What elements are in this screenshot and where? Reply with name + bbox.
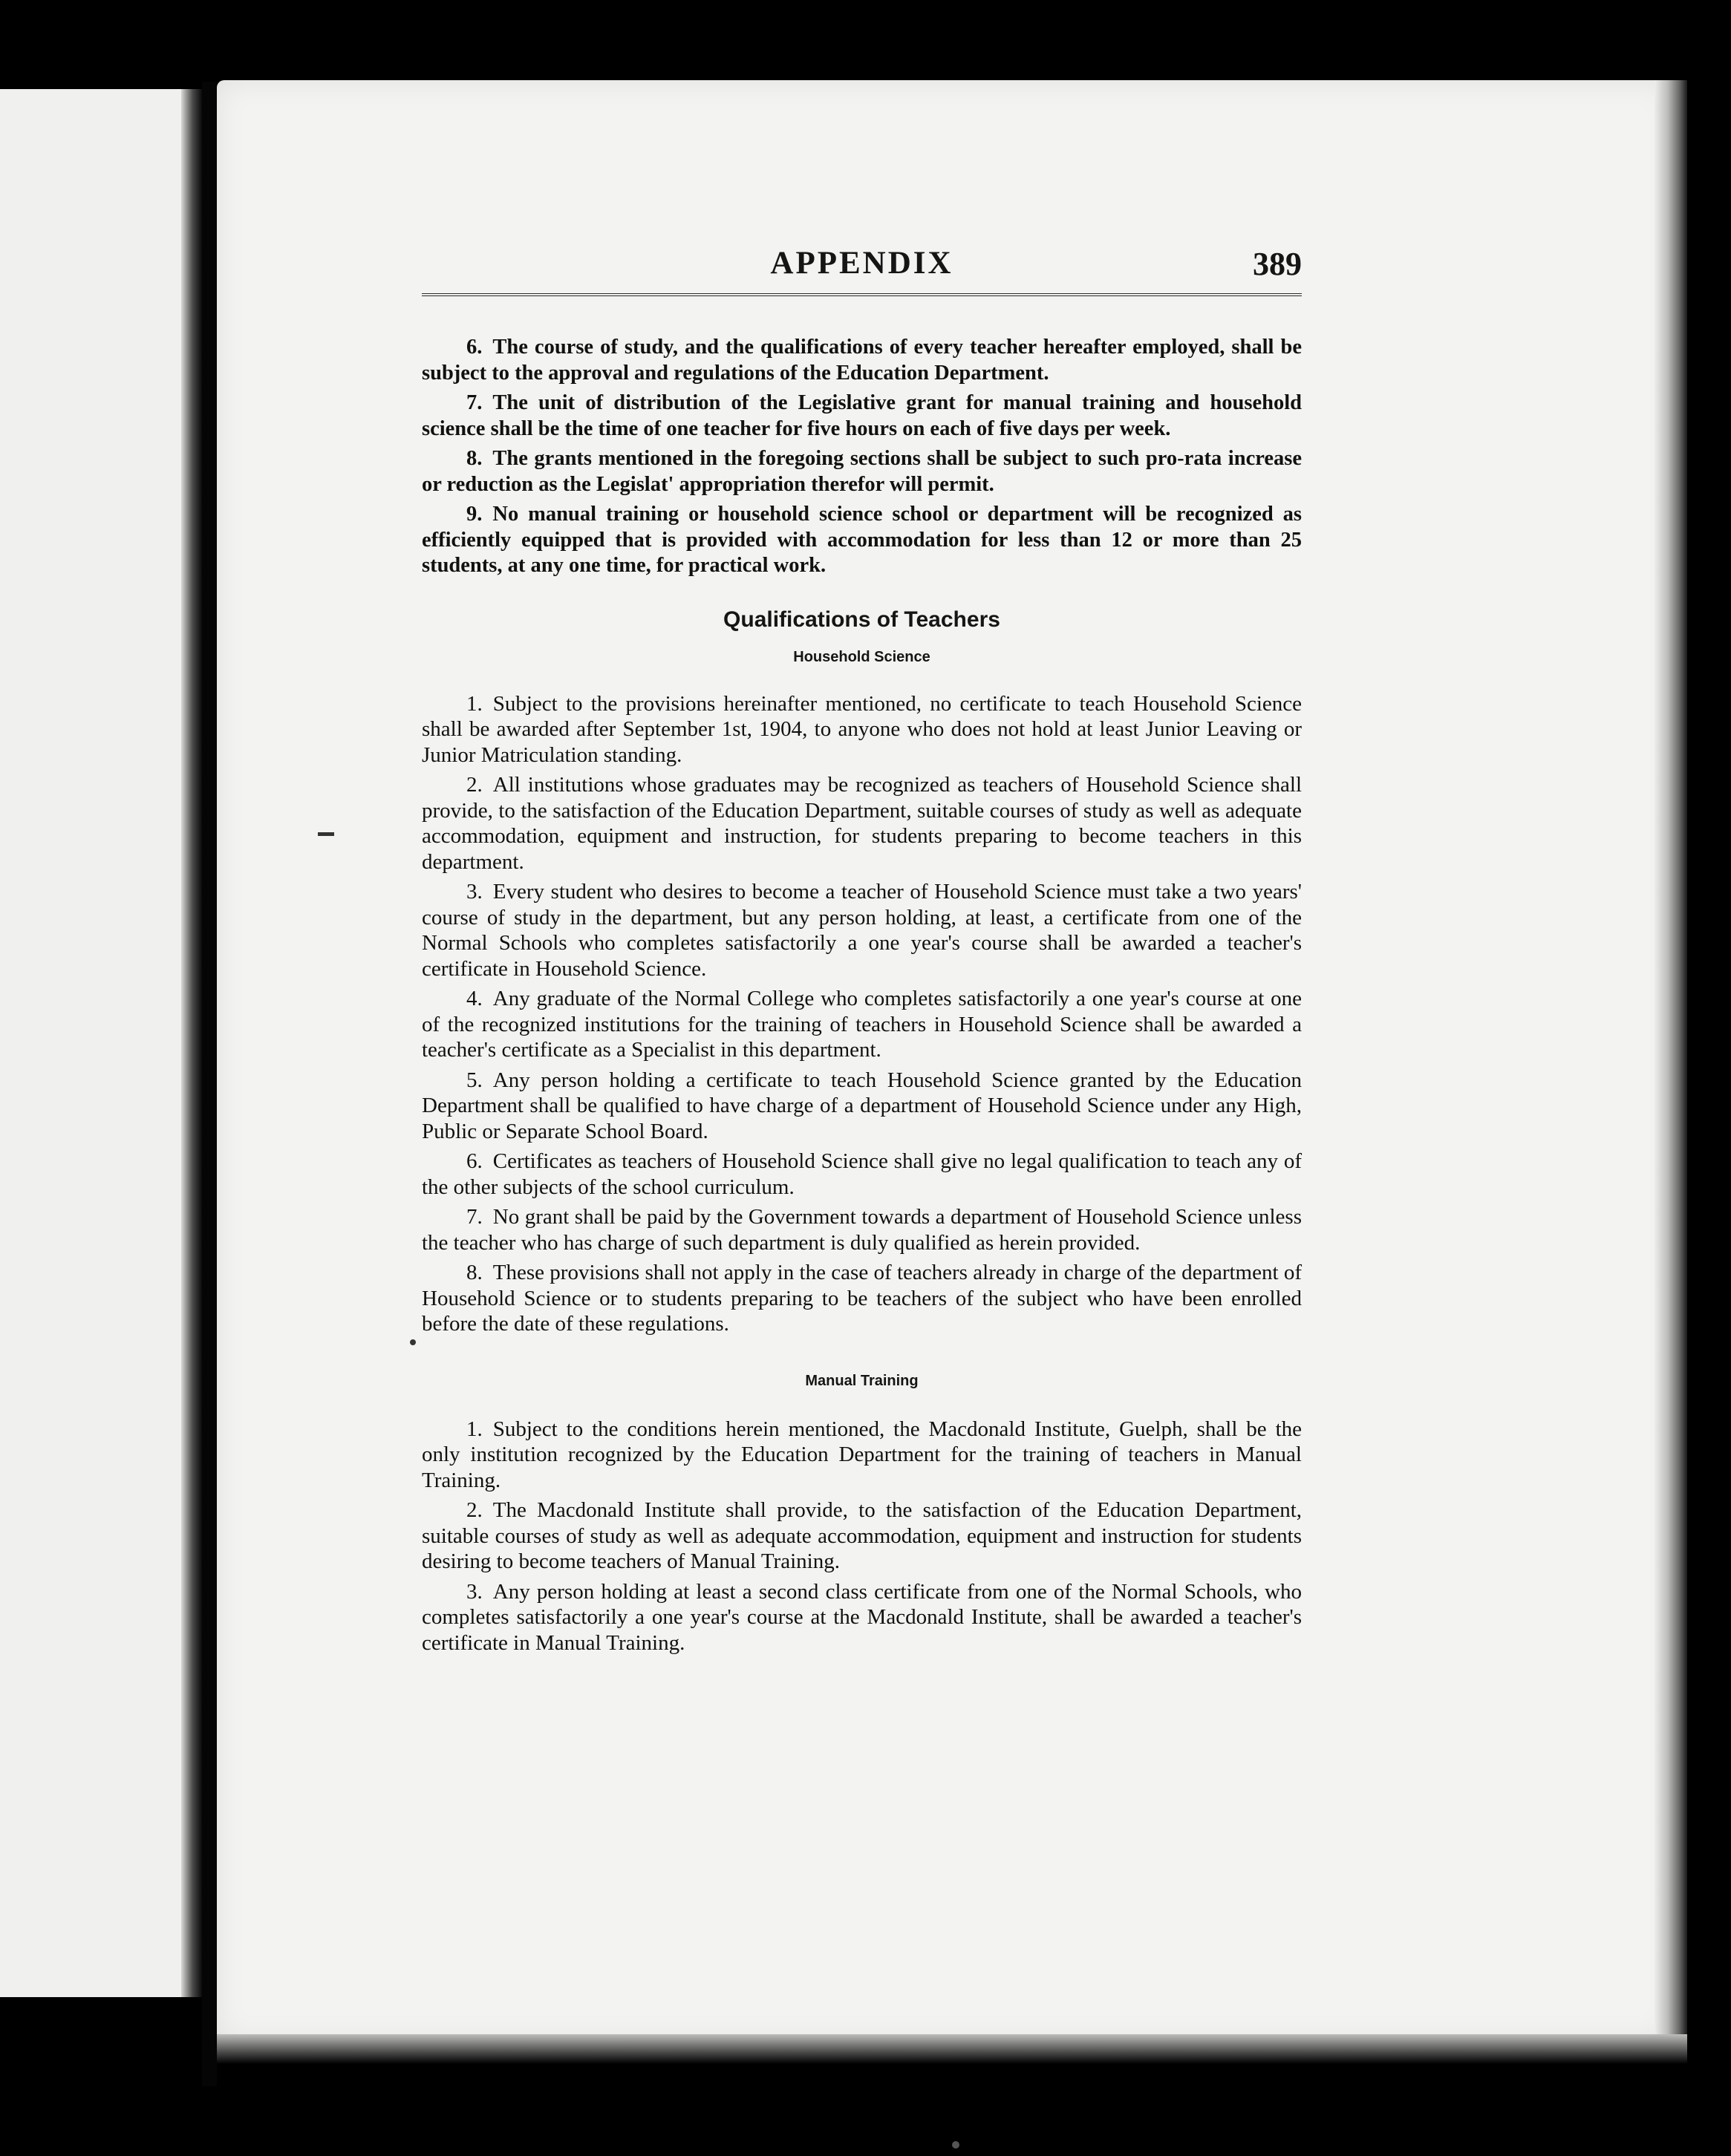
margin-dash-mark [318,832,334,836]
item-text: Subject to the conditions herein mentioned, the Macdonald Institute, Guelph, shall be the only institution recognized by the Education Department for the training of teachers in Manual Training. [422,1417,1302,1492]
list-item [422,772,1302,875]
running-header [422,241,1302,296]
rule-item [422,502,1302,579]
item-number: 2. [466,1498,483,1522]
rule-number: 6. [466,336,483,359]
item-number: 2. [466,773,483,797]
list-item [422,1579,1302,1656]
item-text: The Macdonald Institute shall provide, to the satisfaction of the Education Department, suitable courses of study as well as adequate accommodation, equipment and instruction for students desiring to become teachers of Manual Training. [422,1498,1302,1573]
book-spine [202,82,217,2086]
subsection-heading-household: Household Science [793,648,930,665]
item-text: Every student who desires to become a teacher of Household Science must take a two years' course of study in the department, but any person holding, at least, a certificate from one of the Normal Schools who completes satisfactorily a one year's course shall be awarded a teacher's certificate in Household Science. [422,880,1302,981]
item-number: 7. [466,1205,483,1229]
rule-text: The grants mentioned in the foregoing sections shall be subject to such pro-rata increase or reduction as the Legislat' appropriation therefor will permit. [422,447,1302,496]
rule-text: The course of study, and the qualifications of every teacher hereafter employed, shall be subject to the approval and regulations of the Education Department. [422,336,1302,385]
rule-item [422,391,1302,442]
item-number: 5. [466,1068,483,1092]
section-heading: Qualifications of Teachers [723,607,1000,632]
manual-training-list [422,1417,1302,1656]
item-number: 8. [466,1261,483,1284]
margin-dot-mark [410,1339,416,1345]
page-bottom-shadow [217,2034,1687,2064]
rule-number: 9. [466,503,483,526]
item-text: These provisions shall not apply in the case of teachers already in charge of the department of Household Science or to students preparing to be teachers of the subject who have been enrolled before the date of these regulations. [422,1261,1302,1336]
left-page-edge [181,89,202,1997]
item-number: 4. [466,987,483,1010]
item-number: 6. [466,1149,483,1173]
item-text: Certificates as teachers of Household Science shall give no legal qualification to teach any of the other subjects of the school curriculum. [422,1149,1302,1199]
list-item [422,691,1302,768]
rule-number: 7. [466,391,483,414]
list-item [422,1149,1302,1200]
left-page [0,89,189,1997]
rule-text: The unit of distribution of the Legislative grant for manual training and household science shall be the time of one teacher for five hours on each of five days per week. [422,391,1302,440]
item-text: Any person holding a certificate to teach Household Science granted by the Education Department shall be qualified to have charge of a department of Household Science under any High, Public or Separate School Board. [422,1068,1302,1143]
item-text: No grant shall be paid by the Government towards a department of Household Science unless the teacher who has charge of such department is duly qualified as herein provided. [422,1205,1302,1255]
rule-item [422,446,1302,497]
page-content [422,241,1302,1660]
list-item [422,1204,1302,1255]
list-item [422,1260,1302,1337]
rules-list [422,335,1302,579]
household-science-list [422,691,1302,1337]
list-item [422,1417,1302,1494]
item-text: Subject to the provisions hereinafter mentioned, no certificate to teach Household Science shall be awarded after September 1st, 1904, to anyone who does not hold at least Junior Leaving or Junior Matriculation standing. [422,691,1302,767]
rule-text: No manual training or household science school or department will be recognized as efficiently equipped that is provided with accommodation for less than 12 or more than 25 students, at any one time, for practical work. [422,503,1302,577]
item-text: Any person holding at least a second class certificate from one of the Normal Schools, who completes satisfactorily a one year's course at the Macdonald Institute, shall be awarded a teacher's certificate in Manual Training. [422,1579,1302,1655]
list-item [422,986,1302,1063]
item-number: 3. [466,1579,483,1604]
list-item [422,1497,1302,1575]
page-right-edge [1655,80,1687,2040]
item-text: Any graduate of the Normal College who completes satisfactorily a one year's course at one of the recognized institutions for the training of teachers in Household Science shall be awarded a teacher's certificate as a Specialist in this department. [422,987,1302,1062]
item-number: 1. [466,691,483,716]
list-item [422,879,1302,981]
item-number: 1. [466,1417,483,1441]
page-title: APPENDIX [770,246,953,281]
list-item [422,1068,1302,1145]
subsection-heading-manual: Manual Training [805,1372,919,1389]
page-number: 389 [1253,246,1302,282]
item-number: 3. [466,880,483,904]
item-text: All institutions whose graduates may be recognized as teachers of Household Science shall provide, to the satisfaction of the Education Department, suitable courses of study as well as adequate accommodation, equipment and instruction, for students preparing to become teachers in this department. [422,773,1302,874]
rule-number: 8. [466,447,483,470]
rule-item [422,335,1302,386]
bottom-dot-mark [952,2141,959,2149]
